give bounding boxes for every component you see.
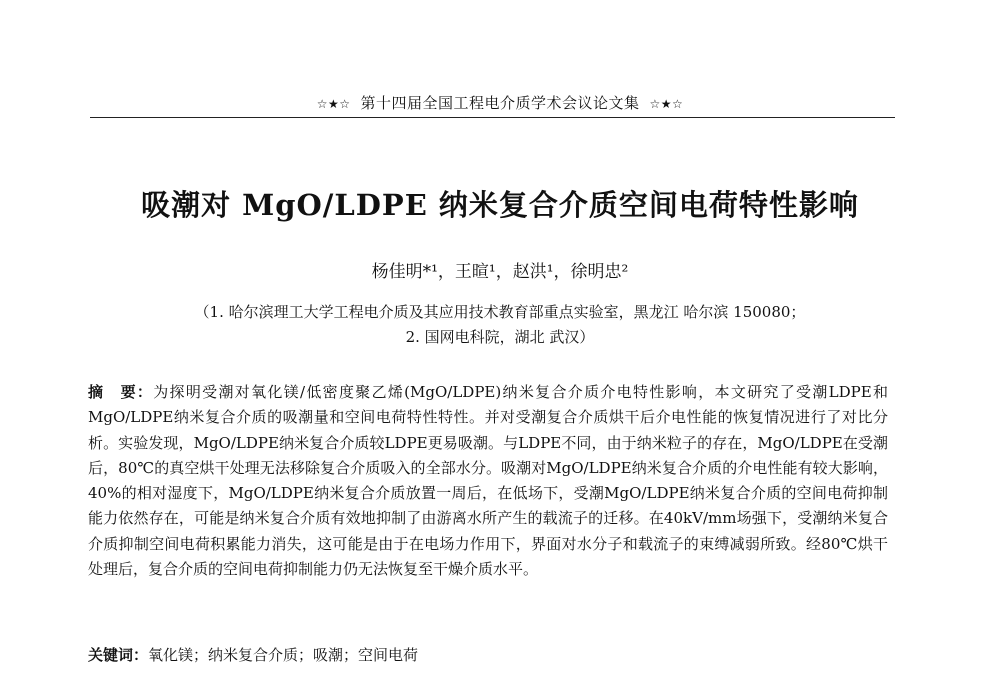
header-right-stars: ☆★☆ — [649, 97, 684, 111]
header-left-stars: ☆★☆ — [316, 97, 351, 111]
authors: 杨佳明*¹，王暄¹，赵洪¹，徐明忠² — [371, 262, 629, 282]
affiliation-2: 2. 国网电科院，湖北 武汉） — [405, 328, 595, 346]
abstract-text: 为探明受潮对氧化镁/低密度聚乙烯(MgO/LDPE)纳米复合介质介电特性影响，本文研究了受潮LDPE和MgO/LDPE纳米复合介质的吸潮量和空间电荷特性特性。并对受潮复合介质烘干后介电性能的恢复情况进行了对比分析。实验发现，MgO/LDPE纳米复合介质较LDPE更易吸潮。与LDPE不同，由于纳米粒子的存在，MgO/LDPE在受潮后，80℃的真空烘干处理无法移除复合介质吸入的全部水分。吸潮对MgO/LDPE纳米复合介质的介电性能有较大影响，40%的相对湿度下，MgO/LDPE纳米复合介质放置一周后，在低场下，受潮MgO/LDPE纳米复合介质的空间电荷抑制能力依然存在，可能是纳米复合介质有效地抑制了由游离水所产生的载流子的迁移。在40kV/mm场强下，受潮纳米复合介质抑制空间电荷积累能力消失，这可能是由于在电场力作用下，界面对水分子和载流子的束缚减弱所致。经80℃烘干处理后，复合介质的空间电荷抑制能力仍无法恢复至干燥介质水平。 — [88, 383, 888, 579]
running-header — [0, 92, 1000, 113]
abstract — [88, 380, 888, 582]
affiliation-1: （1. 哈尔滨理工大学工程电介质及其应用技术教育部重点实验室，黑龙江 哈尔滨 150080； — [194, 303, 806, 321]
paper-title: 吸潮对 MgO/LDPE 纳米复合介质空间电荷特性影响 — [141, 188, 859, 222]
abstract-label: 摘 要： — [88, 383, 154, 401]
header-rule — [90, 117, 895, 118]
proceedings-title: 第十四届全国工程电介质学术会议论文集 — [360, 94, 640, 112]
keywords-label: 关键词： — [88, 646, 149, 664]
keywords — [88, 644, 888, 665]
keywords-text: 氧化镁；纳米复合介质；吸潮；空间电荷 — [148, 646, 419, 664]
